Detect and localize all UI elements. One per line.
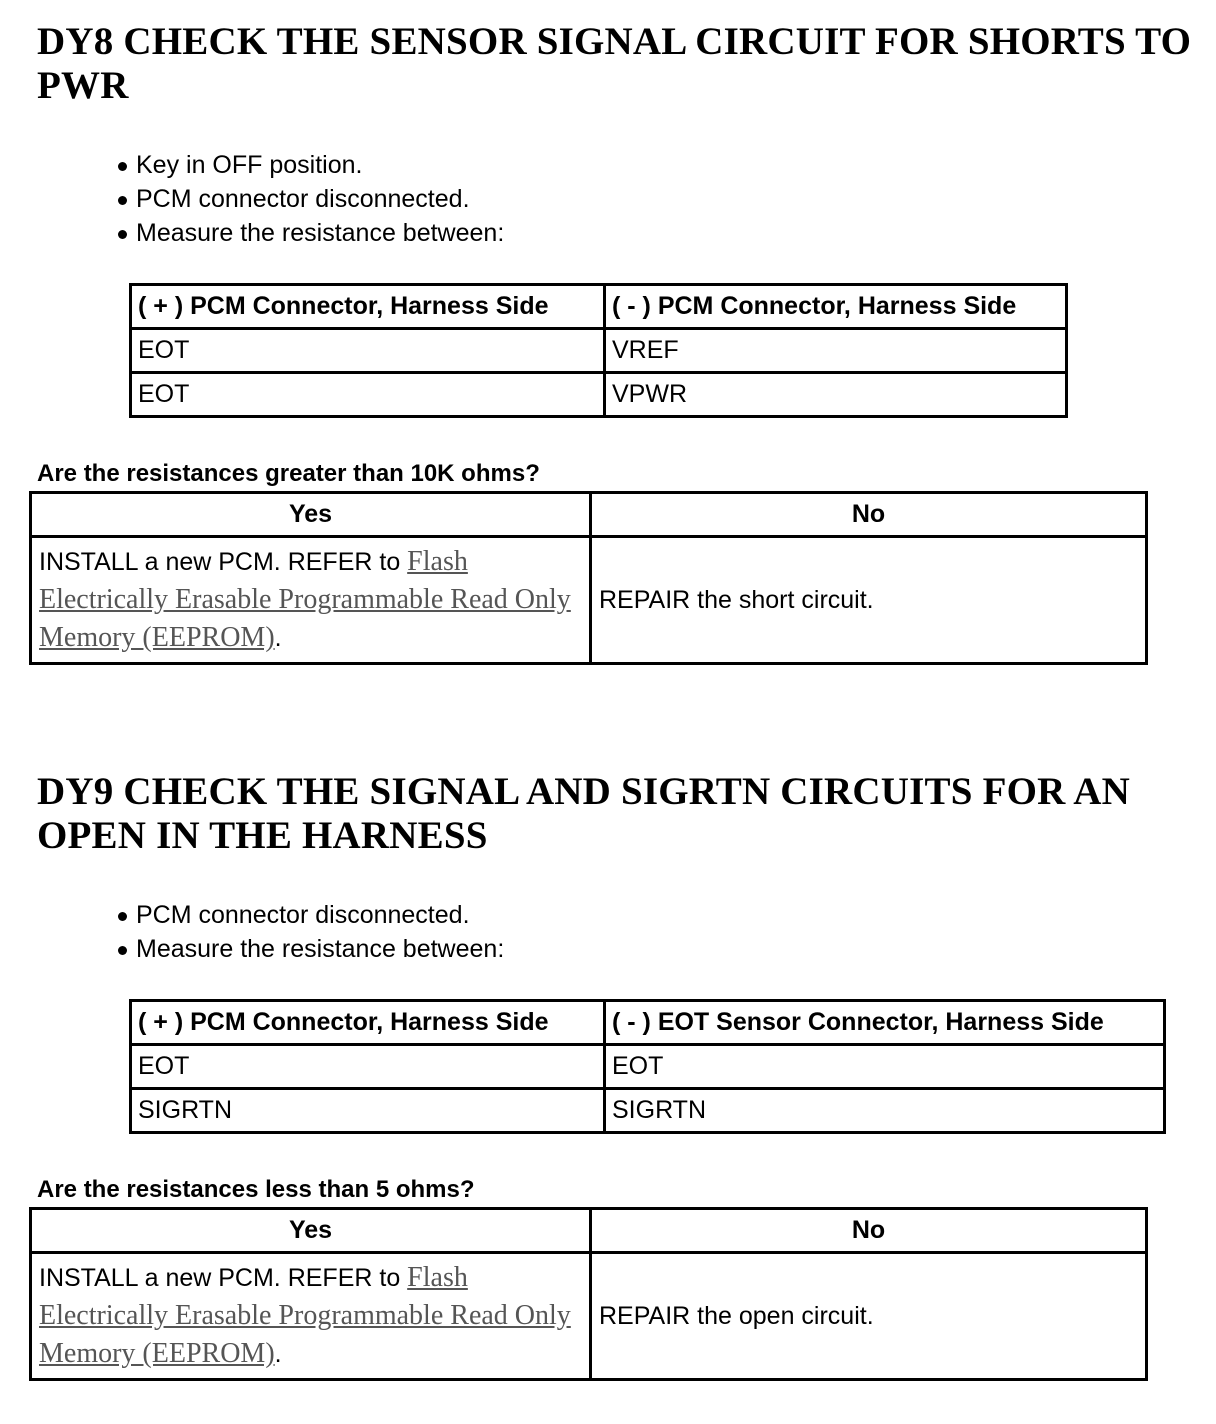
column-header: ( + ) PCM Connector, Harness Side [131, 1001, 605, 1045]
dy8-bullet-list [118, 148, 504, 250]
dy9-question: Are the resistances less than 5 ohms? [37, 1176, 475, 1203]
list-item: Measure the resistance between: [118, 932, 504, 966]
eeprom-link[interactable]: Flash Electrically Erasable Programmable Read Only Memory (EEPROM) [39, 546, 571, 653]
table-cell: SIGRTN [131, 1089, 605, 1133]
table-header-row [131, 285, 1067, 329]
table-cell: VREF [605, 329, 1067, 373]
column-header: ( + ) PCM Connector, Harness Side [131, 285, 605, 329]
table-row [131, 1045, 1165, 1089]
table-cell: EOT [131, 329, 605, 373]
dy8-result-table [29, 491, 1148, 665]
yes-end: . [274, 624, 282, 652]
dy8-measurement-table [129, 283, 1068, 418]
list-item: Key in OFF position. [118, 148, 504, 182]
column-header: ( - ) EOT Sensor Connector, Harness Side [605, 1001, 1165, 1045]
yes-end: . [274, 1340, 282, 1368]
table-header-row [131, 1001, 1165, 1045]
table-header-row [31, 493, 1147, 537]
dy9-measurement-table [129, 999, 1166, 1134]
list-item: PCM connector disconnected. [118, 182, 504, 216]
yes-cell [31, 537, 591, 664]
table-cell: EOT [131, 373, 605, 417]
bullet-icon [118, 162, 127, 171]
no-header: No [591, 493, 1147, 537]
yes-header: Yes [31, 1209, 591, 1253]
table-cell: EOT [605, 1045, 1165, 1089]
no-cell: REPAIR the open circuit. [591, 1253, 1147, 1380]
dy8-title: DY8 CHECK THE SENSOR SIGNAL CIRCUIT FOR SHORTS TO PWR [37, 20, 1192, 107]
yes-cell [31, 1253, 591, 1380]
eeprom-link[interactable]: Flash Electrically Erasable Programmable Read Only Memory (EEPROM) [39, 1262, 571, 1369]
yes-header: Yes [31, 493, 591, 537]
dy9-title: DY9 CHECK THE SIGNAL AND SIGRTN CIRCUITS FOR AN OPEN IN THE HARNESS [37, 770, 1131, 857]
table-row [131, 329, 1067, 373]
dy9-result-table [29, 1207, 1148, 1381]
yes-text: INSTALL a new PCM. REFER to [39, 548, 408, 576]
bullet-icon [118, 230, 127, 239]
table-row [131, 373, 1067, 417]
yes-text: INSTALL a new PCM. REFER to [39, 1264, 408, 1292]
table-row [131, 1089, 1165, 1133]
table-cell: SIGRTN [605, 1089, 1165, 1133]
no-cell: REPAIR the short circuit. [591, 537, 1147, 664]
list-item: Measure the resistance between: [118, 216, 504, 250]
bullet-icon [118, 196, 127, 205]
bullet-icon [118, 946, 127, 955]
table-header-row [31, 1209, 1147, 1253]
dy8-question: Are the resistances greater than 10K ohms? [37, 460, 540, 487]
table-cell: EOT [131, 1045, 605, 1089]
bullet-icon [118, 912, 127, 921]
table-row [31, 537, 1147, 664]
no-header: No [591, 1209, 1147, 1253]
list-item: PCM connector disconnected. [118, 898, 504, 932]
column-header: ( - ) PCM Connector, Harness Side [605, 285, 1067, 329]
table-cell: VPWR [605, 373, 1067, 417]
dy9-bullet-list [118, 898, 504, 966]
table-row [31, 1253, 1147, 1380]
